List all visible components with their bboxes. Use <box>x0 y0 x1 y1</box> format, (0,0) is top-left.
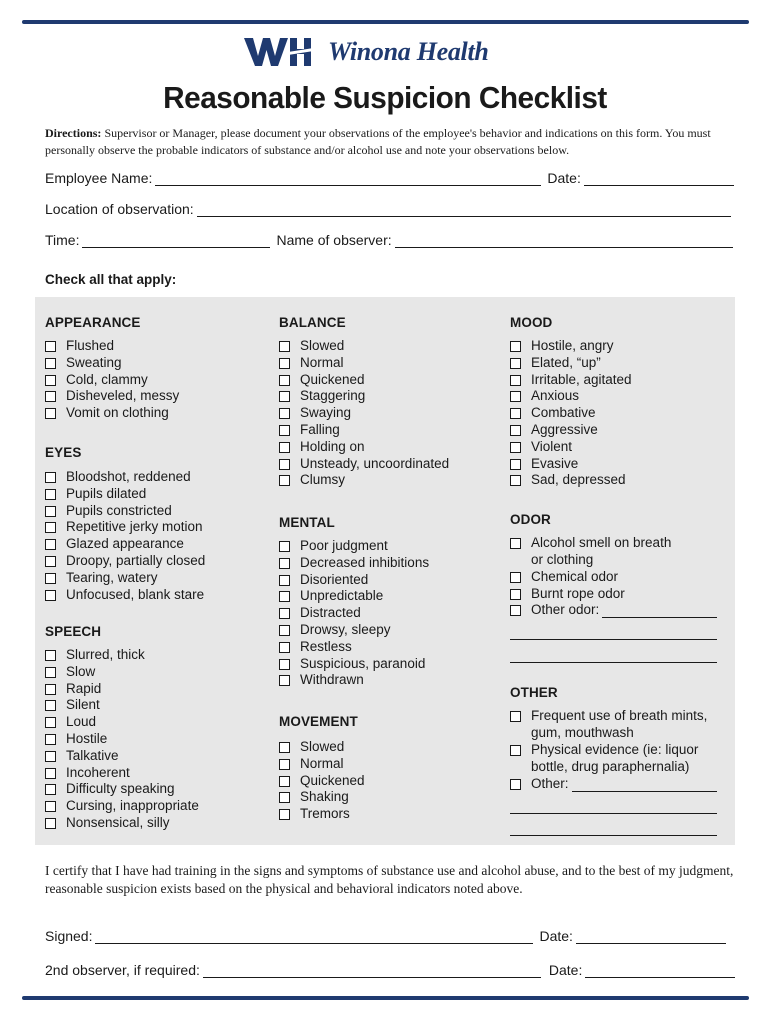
certification-statement: I certify that I have had training in the signs and symptoms of substance use and alcohol abuse, and to the best of my judgment, reasonable suspicion exists based on the physical and behavioral indicators noted above. <box>45 863 734 896</box>
checkbox-balance-0[interactable] <box>279 338 344 353</box>
item-label: Cursing, inappropriate <box>66 798 199 814</box>
page-title: Reasonable Suspicion Checklist <box>163 80 607 115</box>
checkbox-mental-7[interactable] <box>279 656 425 671</box>
checkbox-icon <box>279 358 290 369</box>
directions-text: Supervisor or Manager, please document your observations of the employee's behavior and indications on this form. You must personally observe the probable indicators of substance and/or alcohol use and note your observations below. <box>45 126 711 157</box>
item-label: Shaking <box>300 789 349 805</box>
checkbox-icon <box>45 818 56 829</box>
item-label: Swaying <box>300 405 352 421</box>
checkbox-icon <box>510 779 521 790</box>
checkbox-icon <box>45 341 56 352</box>
checkbox-icon <box>45 768 56 779</box>
checkbox-eyes-0[interactable] <box>45 469 191 484</box>
checkbox-mental-8[interactable] <box>279 672 364 687</box>
checkbox-icon <box>279 459 290 470</box>
item-label: Repetitive jerky motion <box>66 519 203 535</box>
checkbox-speech-4[interactable] <box>45 714 96 729</box>
checkbox-appearance-1[interactable] <box>45 355 122 370</box>
item-label: Elated, “up” <box>531 354 601 370</box>
item-label: Nonsensical, silly <box>66 815 170 830</box>
item-label: Hostile <box>66 731 108 746</box>
section-title-odor: ODOR <box>510 512 551 527</box>
second-date-field[interactable] <box>585 963 735 978</box>
checkbox-icon <box>279 475 290 486</box>
checkbox-mental-0[interactable] <box>279 538 388 553</box>
item-label: Violent <box>531 438 573 454</box>
second-date-label: Date: <box>548 962 583 978</box>
checkbox-eyes-6[interactable] <box>45 570 158 585</box>
checkbox-icon <box>45 650 56 661</box>
checkbox-icon <box>510 745 521 756</box>
other-field[interactable] <box>572 776 717 792</box>
checkbox-icon <box>45 700 56 711</box>
checkbox-appearance-4[interactable] <box>45 405 169 420</box>
checkbox-speech-2[interactable] <box>45 681 101 696</box>
checkbox-balance-4[interactable] <box>279 405 351 420</box>
checkbox-mental-3[interactable] <box>279 588 383 603</box>
item-label: Slowed <box>300 739 345 754</box>
checkbox-icon <box>279 541 290 552</box>
checkbox-odor-other[interactable] <box>510 602 599 617</box>
section-title-eyes: EYES <box>45 445 82 460</box>
checkbox-icon <box>510 341 521 352</box>
checkbox-icon <box>279 776 290 787</box>
second-observer-label: 2nd observer, if required: <box>45 962 200 978</box>
item-label: Unpredictable <box>300 588 384 604</box>
checkbox-movement-3[interactable] <box>279 789 349 804</box>
signature-field[interactable] <box>95 929 533 944</box>
checkbox-icon <box>279 625 290 636</box>
section-title-mood: MOOD <box>510 315 553 330</box>
checkbox-mood-5[interactable] <box>510 422 598 437</box>
item-label: Staggering <box>300 388 366 404</box>
employee-name-row <box>45 170 734 186</box>
checkbox-icon <box>279 675 290 686</box>
checkbox-icon <box>279 659 290 670</box>
checkbox-speech-0[interactable] <box>45 647 145 662</box>
checkbox-icon <box>279 809 290 820</box>
checkbox-icon <box>279 759 290 770</box>
date-label: Date: <box>547 170 581 186</box>
checkbox-other-other[interactable] <box>510 776 569 791</box>
employee-name-field[interactable] <box>155 171 541 186</box>
item-label: Vomit on clothing <box>66 405 169 421</box>
checkbox-movement-0[interactable] <box>279 739 344 754</box>
checkbox-balance-1[interactable] <box>279 355 344 370</box>
checkbox-mood-7[interactable] <box>510 456 578 471</box>
item-label: Holding on <box>300 438 365 454</box>
item-label: Slow <box>66 663 96 679</box>
item-label: Droopy, partially closed <box>66 553 206 568</box>
checkbox-icon <box>510 391 521 402</box>
checkbox-icon <box>279 642 290 653</box>
signed-date-label: Date: <box>539 928 573 944</box>
item-label: Evasive <box>531 455 579 471</box>
item-label: Bloodshot, reddened <box>66 469 191 484</box>
item-label: Restless <box>300 638 352 654</box>
org-name: Winona Health <box>328 37 489 66</box>
item-label: Combative <box>531 405 596 421</box>
checkbox-icon <box>45 506 56 517</box>
item-label: Hostile, angry <box>531 338 614 353</box>
checkbox-balance-2[interactable] <box>279 372 365 387</box>
other-line-3[interactable] <box>510 820 717 836</box>
item-label: Sweating <box>66 354 122 370</box>
item-label: Slowed <box>300 338 345 353</box>
checkbox-eyes-2[interactable] <box>45 503 172 518</box>
checkbox-icon <box>510 358 521 369</box>
checkbox-mental-2[interactable] <box>279 572 368 587</box>
item-label-cont: or clothing <box>531 552 594 567</box>
checkbox-speech-10[interactable] <box>45 815 170 830</box>
checkbox-icon <box>279 575 290 586</box>
checkbox-icon <box>510 375 521 386</box>
checkbox-appearance-3[interactable] <box>45 388 179 403</box>
item-label: Decreased inhibitions <box>300 554 430 570</box>
checkbox-icon <box>510 475 521 486</box>
item-label: Burnt rope odor <box>531 586 625 601</box>
checkbox-speech-1[interactable] <box>45 664 95 679</box>
item-label: Loud <box>66 714 97 730</box>
item-label: Disheveled, messy <box>66 388 180 404</box>
checkbox-icon <box>45 734 56 745</box>
checkbox-icon <box>510 589 521 600</box>
checkbox-balance-3[interactable] <box>279 388 365 403</box>
checkbox-icon <box>45 539 56 550</box>
item-label: Glazed appearance <box>66 536 184 552</box>
item-label: Rapid <box>66 680 102 696</box>
section-title-mental: MENTAL <box>279 515 335 530</box>
item-label: Drowsy, sleepy <box>300 622 391 637</box>
checkbox-appearance-2[interactable] <box>45 372 148 387</box>
checkbox-icon <box>279 442 290 453</box>
item-label: Alcohol smell on breath <box>531 535 672 550</box>
checkbox-eyes-4[interactable] <box>45 536 184 551</box>
checkbox-icon <box>279 425 290 436</box>
checkbox-icon <box>279 375 290 386</box>
employee-name-label: Employee Name: <box>45 170 153 186</box>
checkbox-icon <box>45 667 56 678</box>
section-title-appearance: APPEARANCE <box>45 315 141 330</box>
checkbox-odor-alcohol[interactable] <box>510 535 671 550</box>
odor-other-field[interactable] <box>602 602 717 618</box>
item-label: Difficulty speaking <box>66 781 175 797</box>
time-observer-row <box>45 232 733 248</box>
checkbox-icon <box>279 391 290 402</box>
other-line-2[interactable] <box>510 798 717 814</box>
checkbox-icon <box>279 558 290 569</box>
checkbox-icon <box>45 358 56 369</box>
item-label: Suspicious, paranoid <box>300 655 426 671</box>
checkbox-icon <box>279 742 290 753</box>
checkbox-icon <box>510 459 521 470</box>
checkbox-speech-3[interactable] <box>45 697 100 712</box>
item-label: Poor judgment <box>300 538 388 553</box>
checkbox-icon <box>45 751 56 762</box>
checkbox-mood-6[interactable] <box>510 439 572 454</box>
item-label: Quickened <box>300 772 365 788</box>
item-label: Pupils dilated <box>66 485 147 501</box>
checkbox-icon <box>510 711 521 722</box>
item-label: Physical evidence (ie: liquor <box>531 742 699 757</box>
checkbox-icon <box>45 408 56 419</box>
checkbox-icon <box>510 572 521 583</box>
item-label: Pupils constricted <box>66 502 172 518</box>
section-title-other: OTHER <box>510 685 558 700</box>
checkbox-speech-6[interactable] <box>45 748 119 763</box>
date-field[interactable] <box>584 171 734 186</box>
second-observer-field[interactable] <box>203 963 541 978</box>
checkbox-icon <box>45 556 56 567</box>
checkbox-mood-2[interactable] <box>510 372 632 387</box>
checkbox-icon <box>45 472 56 483</box>
checkbox-balance-8[interactable] <box>279 472 345 487</box>
checkbox-icon <box>45 684 56 695</box>
section-title-movement: MOVEMENT <box>279 714 358 729</box>
signed-row <box>45 928 726 944</box>
item-label: Withdrawn <box>300 672 364 688</box>
location-field[interactable] <box>197 202 731 217</box>
checkbox-icon <box>510 442 521 453</box>
checkbox-icon <box>279 408 290 419</box>
checkbox-icon <box>510 538 521 549</box>
checkbox-mental-6[interactable] <box>279 639 352 654</box>
checkbox-icon <box>510 425 521 436</box>
item-label-cont: bottle, drug paraphernalia) <box>531 759 690 774</box>
checkbox-other-breath-mints[interactable] <box>510 708 707 723</box>
section-title-speech: SPEECH <box>45 624 102 639</box>
location-row <box>45 201 731 217</box>
signed-label: Signed: <box>45 928 93 944</box>
checkbox-mood-4[interactable] <box>510 405 596 420</box>
checkbox-icon <box>510 408 521 419</box>
item-label: Unfocused, blank stare <box>66 586 205 602</box>
item-label: Incoherent <box>66 764 130 780</box>
signed-date-field[interactable] <box>576 929 726 944</box>
checkbox-balance-7[interactable] <box>279 456 449 471</box>
checkbox-odor-chemical[interactable] <box>510 569 618 584</box>
checkbox-mental-5[interactable] <box>279 622 391 637</box>
checkbox-odor-burnt-rope[interactable] <box>510 586 625 601</box>
item-label: Cold, clammy <box>66 371 148 387</box>
item-label: Distracted <box>300 605 361 621</box>
checkbox-icon <box>45 590 56 601</box>
checkbox-mood-3[interactable] <box>510 388 579 403</box>
checkbox-icon <box>45 801 56 812</box>
checkbox-appearance-0[interactable] <box>45 338 114 353</box>
item-label: Unsteady, uncoordinated <box>300 455 450 471</box>
checkbox-icon <box>510 605 521 616</box>
section-title-balance: BALANCE <box>279 315 346 330</box>
observer-field[interactable] <box>395 233 733 248</box>
item-label: Aggressive <box>531 422 598 437</box>
directions <box>45 125 735 158</box>
checkbox-icon <box>45 375 56 386</box>
checkbox-balance-5[interactable] <box>279 422 340 437</box>
item-label: Quickened <box>300 371 365 387</box>
check-all-heading: Check all that apply: <box>45 272 177 287</box>
checkbox-speech-9[interactable] <box>45 798 199 813</box>
checkbox-mental-1[interactable] <box>279 555 429 570</box>
item-label: Clumsy <box>300 472 346 488</box>
checkbox-other-physical-evidence[interactable] <box>510 742 698 757</box>
item-label: Chemical odor <box>531 569 619 584</box>
checkbox-mood-8[interactable] <box>510 472 626 487</box>
item-label: Normal <box>300 354 344 370</box>
checkbox-mental-4[interactable] <box>279 605 361 620</box>
checkbox-speech-7[interactable] <box>45 765 130 780</box>
checkbox-movement-2[interactable] <box>279 773 365 788</box>
item-label: Frequent use of breath mints, <box>531 708 708 723</box>
time-label: Time: <box>45 232 80 248</box>
winona-health-logo-icon <box>244 36 320 68</box>
logo <box>244 36 489 68</box>
checkbox-icon <box>45 784 56 795</box>
checkbox-icon <box>45 522 56 533</box>
item-label: Anxious <box>531 388 580 404</box>
second-observer-row <box>45 962 735 978</box>
checkbox-speech-8[interactable] <box>45 781 175 796</box>
checkbox-mood-1[interactable] <box>510 355 601 370</box>
checkbox-speech-5[interactable] <box>45 731 107 746</box>
item-label: Slurred, thick <box>66 647 145 662</box>
item-label: Disoriented <box>300 571 369 587</box>
checkbox-icon <box>45 391 56 402</box>
odor-other-line-3[interactable] <box>510 647 717 663</box>
observer-label: Name of observer: <box>276 232 392 248</box>
item-label: Other odor: <box>531 602 600 617</box>
item-label: Silent <box>66 697 100 713</box>
location-label: Location of observation: <box>45 201 194 217</box>
checkbox-icon <box>279 792 290 803</box>
checkbox-eyes-3[interactable] <box>45 519 203 534</box>
item-label: Falling <box>300 422 340 437</box>
item-label: Tremors <box>300 806 350 822</box>
item-label: Tearing, watery <box>66 569 158 585</box>
directions-label: Directions: <box>45 126 102 140</box>
checkbox-balance-6[interactable] <box>279 439 365 454</box>
top-rule <box>22 20 749 24</box>
checkbox-icon <box>279 591 290 602</box>
item-label: Sad, depressed <box>531 472 626 488</box>
item-label: Flushed <box>66 338 115 353</box>
checkbox-eyes-1[interactable] <box>45 486 146 501</box>
time-field[interactable] <box>82 233 270 248</box>
item-label: Irritable, agitated <box>531 371 632 387</box>
item-label: Talkative <box>66 747 119 763</box>
checkbox-movement-1[interactable] <box>279 756 344 771</box>
checkbox-icon <box>45 573 56 584</box>
checkbox-icon <box>279 341 290 352</box>
item-label: Normal <box>300 755 344 771</box>
checkbox-icon <box>45 489 56 500</box>
item-label: Other: <box>531 776 569 791</box>
checkbox-icon <box>45 717 56 728</box>
checkbox-movement-4[interactable] <box>279 806 350 821</box>
checkbox-mood-0[interactable] <box>510 338 614 353</box>
checkbox-eyes-5[interactable] <box>45 553 205 568</box>
checkbox-eyes-7[interactable] <box>45 587 204 602</box>
bottom-rule <box>22 996 749 1000</box>
item-label-cont: gum, mouthwash <box>531 725 634 740</box>
checkbox-icon <box>279 608 290 619</box>
odor-other-line-2[interactable] <box>510 624 717 640</box>
